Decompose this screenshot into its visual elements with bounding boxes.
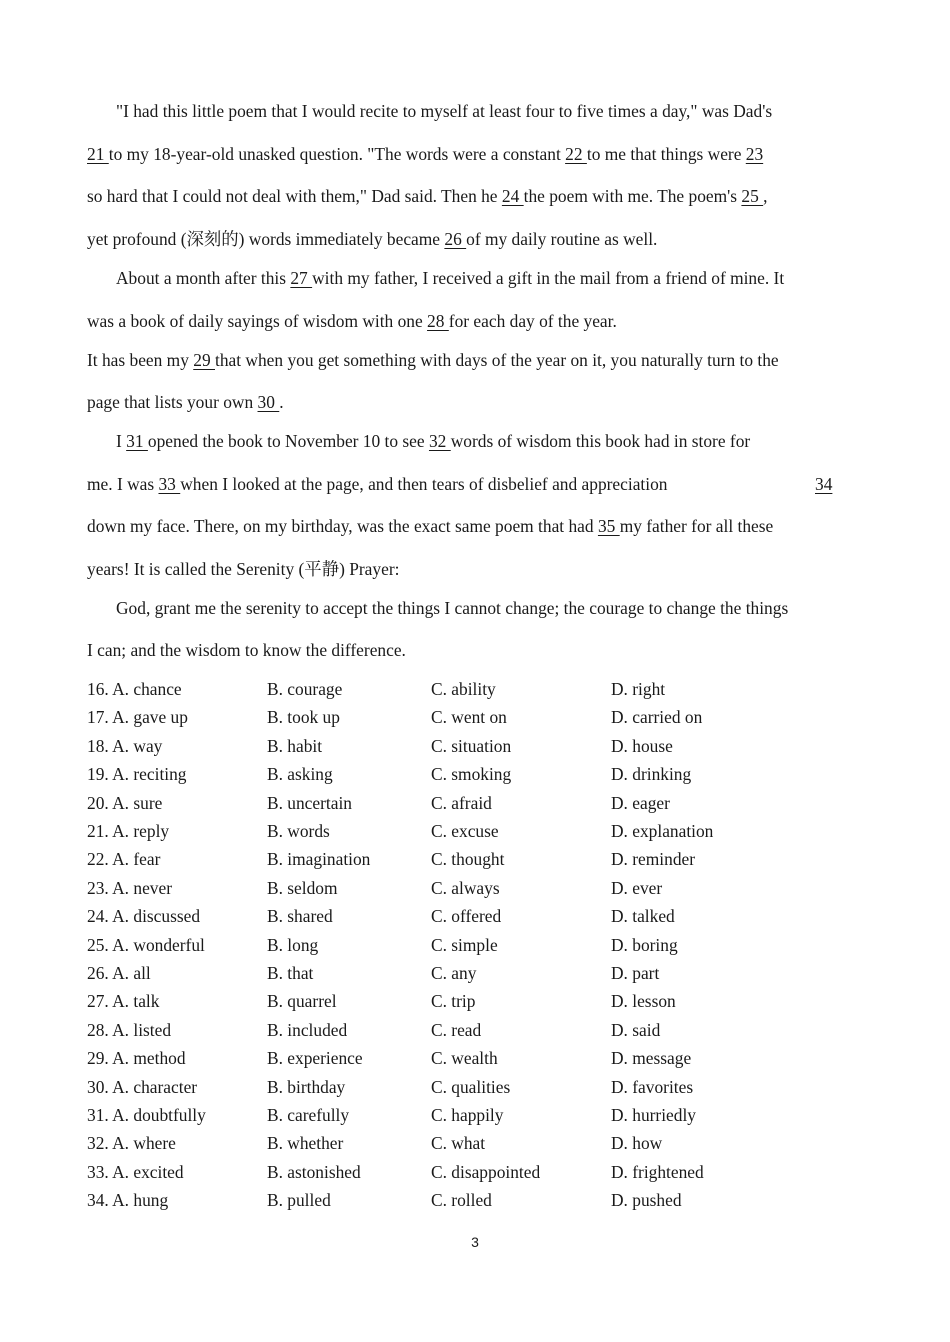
option-c: C. afraid [431,792,492,813]
option-c: C. read [431,1019,482,1040]
text: when I looked at the page, and then tears of disbelief and appreciation [180,474,668,494]
option-d: D. carried on [611,707,703,728]
blank-29: 29 [193,350,215,370]
option-c: C. always [431,877,500,898]
passage-line [87,228,657,250]
text: of my daily routine as well. [466,229,658,249]
option-d: D. hurriedly [611,1105,697,1125]
option-c: C. offered [431,906,502,927]
option-b: B. imagination [267,849,371,870]
option-row [87,934,887,956]
option-d: D. boring [611,934,678,955]
option-b: B. habit [267,735,323,756]
text: opened the book to November 10 to see [147,431,429,451]
option-b: B. asking [267,764,333,785]
option-b: B. took up [267,707,340,728]
text: the poem with me. The poem's [523,186,742,206]
option-a: 20. A. sure [87,792,163,813]
text: I [116,431,127,451]
option-d: D. house [611,735,673,756]
option-d: D. frightened [611,1161,704,1182]
option-b: B. carefully [267,1105,350,1125]
option-c: C. happily [431,1105,504,1125]
option-c: C. any [431,963,477,983]
option-b: B. that [267,963,314,983]
option-row [87,1047,887,1069]
option-d: D. talked [611,906,675,927]
text: words of wisdom this book had in store for [450,431,751,451]
option-c: C. what [431,1133,486,1154]
option-c: C. ability [431,679,496,699]
option-a: 25. A. wonderful [87,934,205,955]
text: down my face. There, on my birthday, was the exact same poem that had [87,516,598,536]
option-row [87,962,887,984]
option-d: D. pushed [611,1190,682,1211]
passage-line [116,597,788,619]
option-b: B. shared [267,906,333,927]
option-d: D. lesson [611,991,676,1012]
text: , [763,186,768,206]
option-d: D. eager [611,792,670,813]
option-row [87,877,887,899]
option-row [87,1076,887,1098]
passage-line [87,391,284,413]
option-a: 26. A. all [87,963,151,983]
option-a: 29. A. method [87,1048,186,1069]
blank-22: 22 [565,144,587,164]
option-b: B. birthday [267,1076,346,1097]
option-a: 24. A. discussed [87,906,201,927]
option-c: C. excuse [431,821,499,841]
blank-28: 28 [427,311,449,331]
passage-line [87,143,763,165]
option-a: 28. A. listed [87,1019,172,1040]
passage-line [87,310,617,332]
option-row [87,1189,887,1211]
blank-21: 21 [87,144,109,164]
option-c: C. qualities [431,1076,511,1097]
option-d: D. right [611,679,666,699]
option-b: B. pulled [267,1190,331,1211]
option-a: 34. A. hung [87,1190,169,1211]
option-b: B. seldom [267,877,338,898]
option-d: D. message [611,1048,692,1069]
option-d: D. explanation [611,821,714,841]
text: page that lists your own [87,392,258,412]
option-row [87,1161,887,1183]
blank-27: 27 [290,268,313,288]
option-row [87,763,887,785]
option-row [87,848,887,870]
option-c: C. smoking [431,764,512,785]
text: to me that things were [586,144,746,164]
text: It has been my [87,350,194,370]
option-c: C. simple [431,934,498,955]
option-a: 16. A. chance [87,679,182,699]
option-a: 32. A. where [87,1133,176,1154]
option-a: 22. A. fear [87,849,161,870]
text: to my 18-year-old unasked question. "The words were a constant [108,144,566,164]
text: yet profound (深刻的) words immediately became [87,229,445,249]
option-b: B. experience [267,1048,363,1069]
option-b: B. quarrel [267,991,337,1012]
text: I can; and the wisdom to know the difference. [87,640,406,660]
option-c: C. disappointed [431,1161,541,1182]
option-a: 33. A. excited [87,1161,184,1182]
option-d: D. reminder [611,849,696,870]
blank-33: 33 [158,474,181,494]
passage-line [815,473,832,495]
blank-26: 26 [444,229,467,249]
option-row [87,706,887,728]
option-b: B. courage [267,679,343,699]
option-d: D. favorites [611,1076,694,1097]
option-row [87,735,887,757]
option-row [87,1019,887,1041]
text: that when you get something with days of the year on it, you naturally turn to the [215,350,779,370]
text: years! It is called the Serenity (平静) Prayer: [87,559,400,579]
blank-34: 34 [815,474,833,494]
passage-line [87,473,667,495]
option-a: 18. A. way [87,735,163,756]
option-row [87,1132,887,1154]
option-b: B. whether [267,1133,344,1154]
text: was a book of daily sayings of wisdom with one [87,311,428,331]
option-d: D. drinking [611,764,692,785]
option-a: 27. A. talk [87,991,160,1012]
blank-23: 23 [745,144,764,164]
blank-25: 25 [741,186,764,206]
passage-line [87,515,773,537]
option-a: 17. A. gave up [87,707,188,728]
option-c: C. wealth [431,1048,498,1069]
option-c: C. thought [431,849,505,870]
option-d: D. part [611,963,660,983]
option-d: D. said [611,1019,661,1040]
option-c: C. rolled [431,1190,492,1211]
passage-line [87,639,406,661]
blank-32: 32 [428,431,451,451]
text: so hard that I could not deal with them," Dad said. Then he [87,186,502,206]
text: me. I was [87,474,159,494]
option-row [87,820,887,842]
option-row [87,990,887,1012]
text: About a month after this [116,268,291,288]
option-a: 19. A. reciting [87,764,187,785]
option-row [87,1104,887,1126]
passage-line [116,430,750,452]
option-row [87,792,887,814]
option-a: 21. A. reply [87,821,170,841]
option-a: 30. A. character [87,1076,198,1097]
passage-line [116,100,772,122]
option-c: C. trip [431,991,476,1012]
passage-line [87,558,399,580]
text: my father for all these [619,516,774,536]
text: . [279,392,284,412]
option-b: B. words [267,821,330,841]
option-a: 31. A. doubtfully [87,1105,206,1125]
text: "I had this little poem that I would recite to myself at least four to five times a day," was Dad's [116,101,773,121]
option-b: B. included [267,1019,348,1040]
option-c: C. situation [431,735,512,756]
passage-line [87,185,768,207]
option-a: 23. A. never [87,877,172,898]
blank-30: 30 [257,392,280,412]
option-b: B. astonished [267,1161,361,1182]
text: for each day of the year. [448,311,617,331]
passage-line [87,349,779,371]
option-row [87,905,887,927]
blank-35: 35 [597,516,620,536]
option-row [87,678,887,700]
blank-31: 31 [126,431,148,451]
blank-24: 24 [501,186,524,206]
option-d: D. ever [611,877,663,898]
passage-line [116,267,784,289]
option-c: C. went on [431,707,507,728]
page-number: 3 [471,1234,479,1250]
option-b: B. uncertain [267,792,352,813]
option-d: D. how [611,1133,663,1154]
text: God, grant me the serenity to accept the things I cannot change; the courage to change the things [116,598,789,618]
option-b: B. long [267,934,319,955]
text: with my father, I received a gift in the mail from a friend of mine. It [312,268,785,288]
